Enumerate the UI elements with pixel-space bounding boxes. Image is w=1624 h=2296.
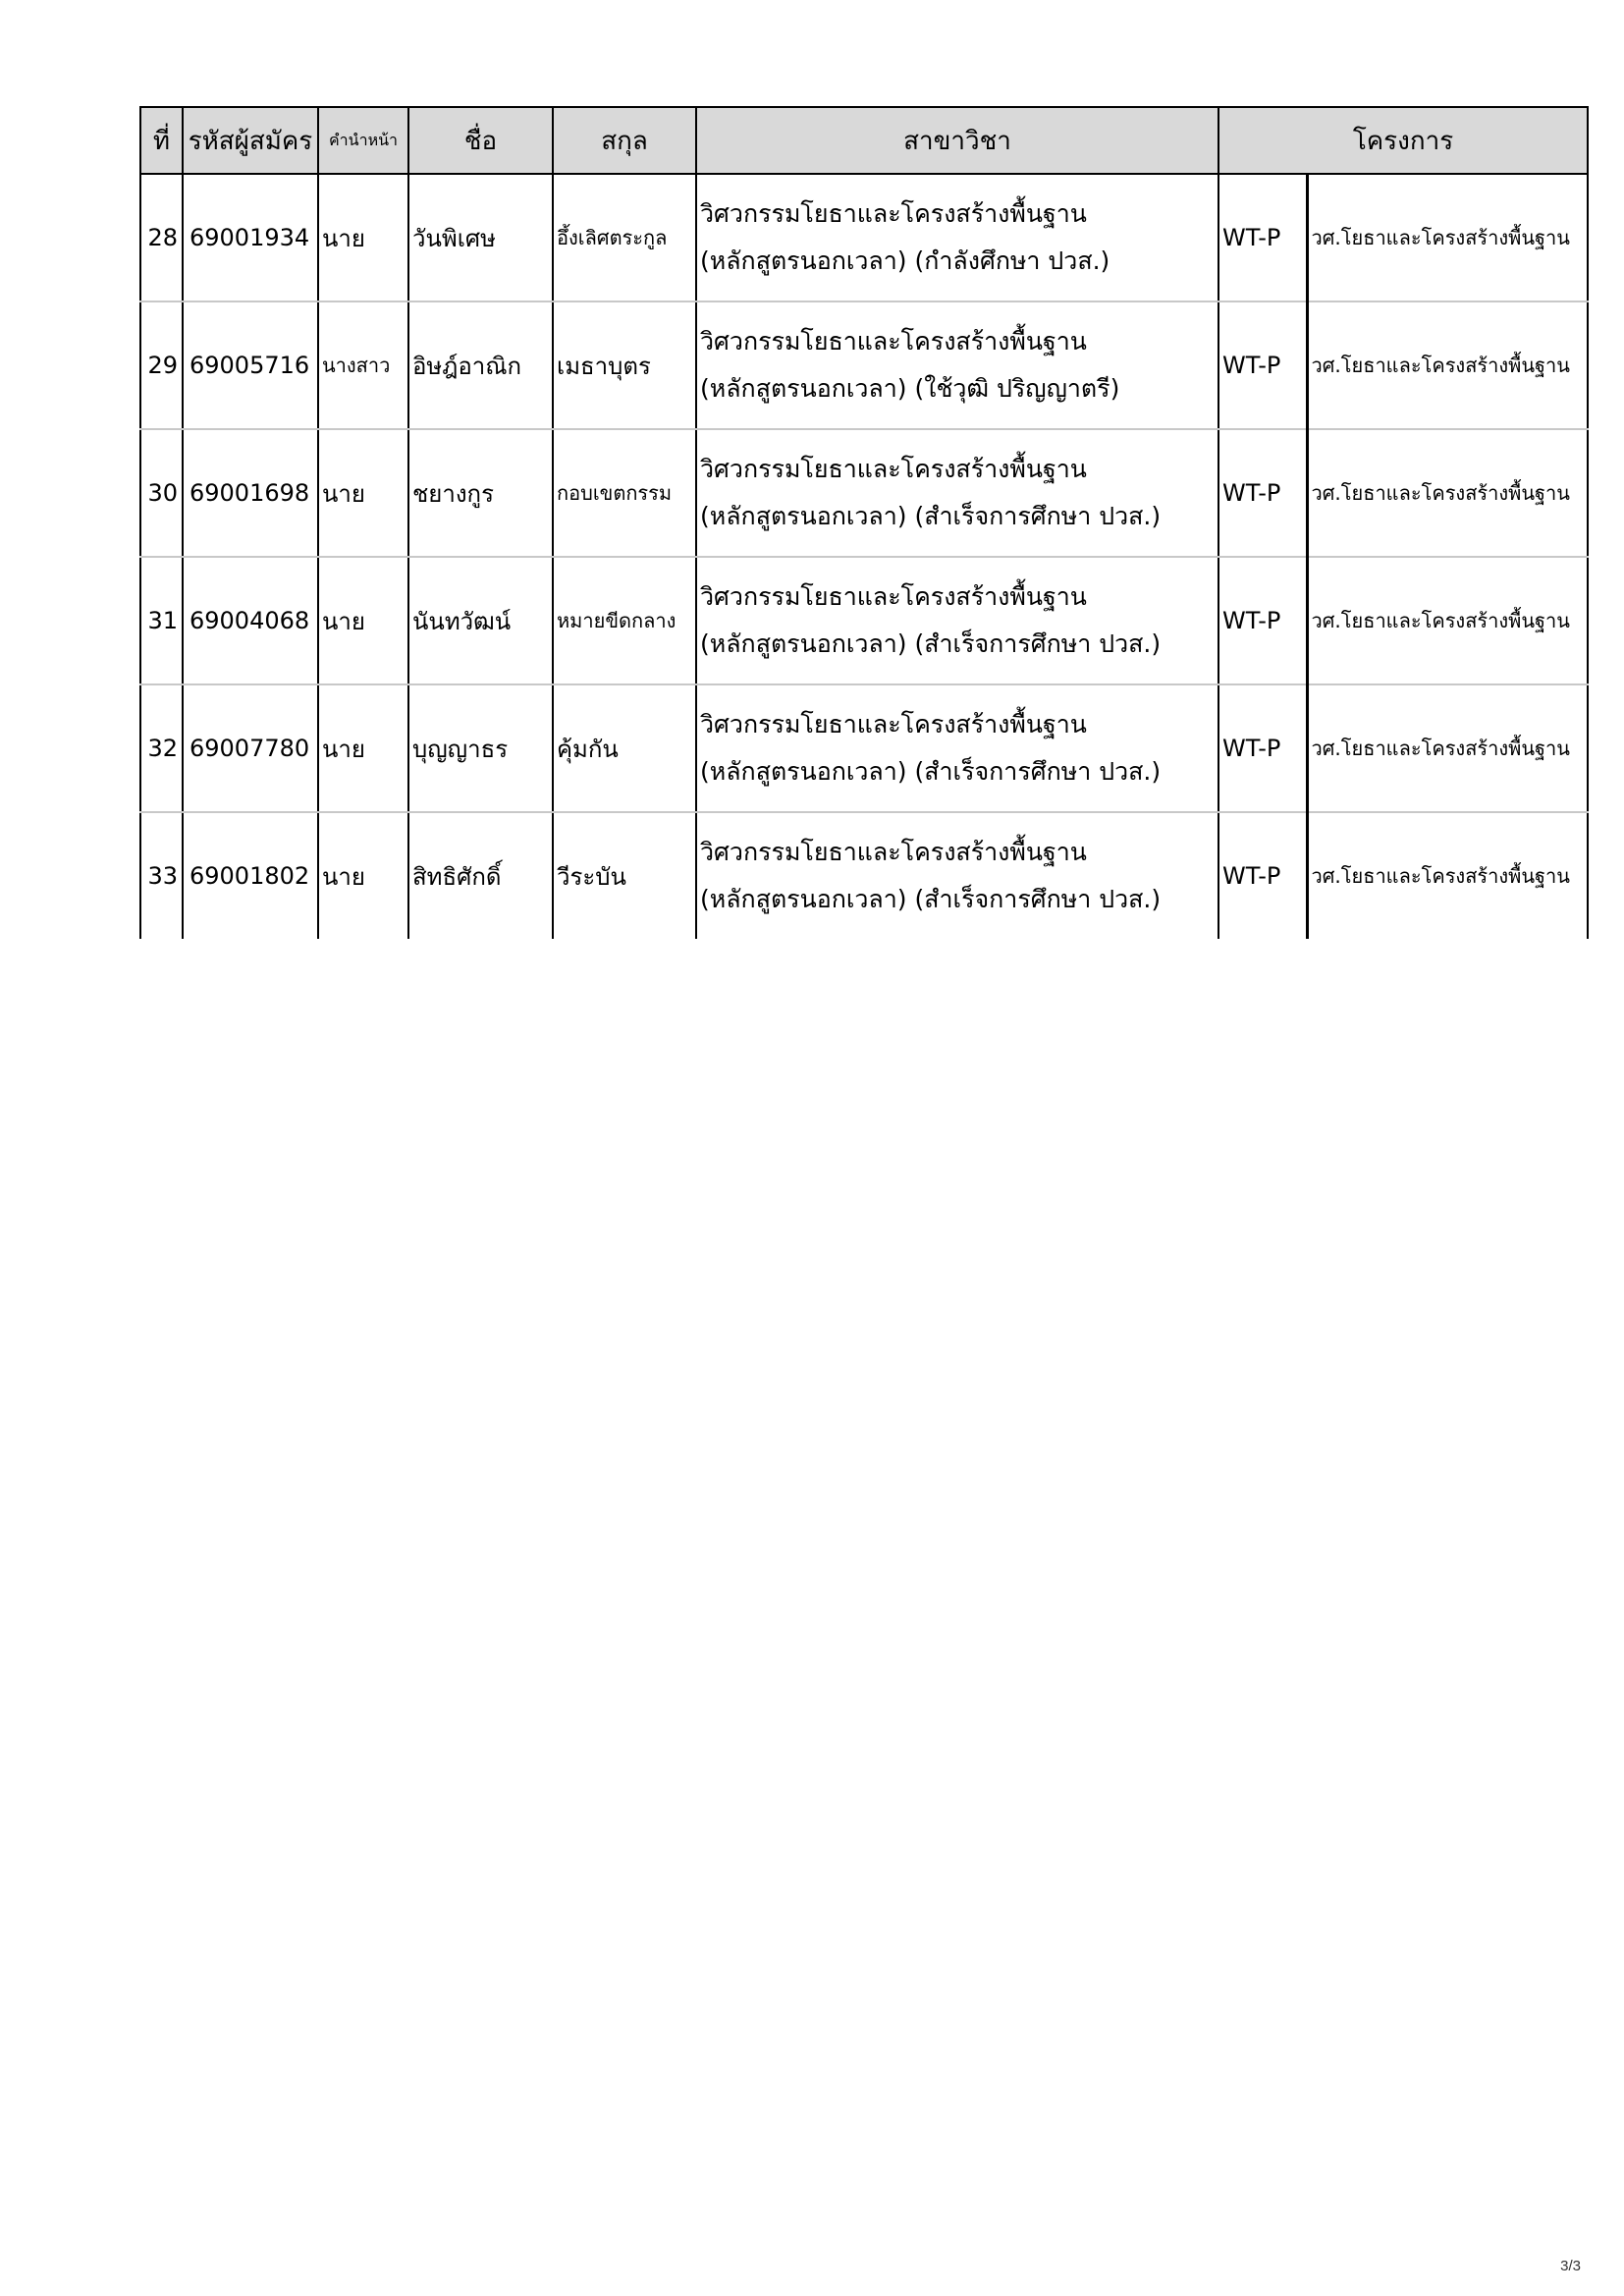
major-line-1: วิศวกรรมโยธาและโครงสร้างพื้นฐาน — [700, 710, 1087, 738]
applicant-id: 69004068 — [183, 557, 318, 684]
prefix: นางสาว — [318, 301, 408, 429]
prefix: นาย — [318, 174, 408, 301]
first-name: บุญญาธร — [408, 684, 553, 812]
major-line-1: วิศวกรรมโยธาและโครงสร้างพื้นฐาน — [700, 327, 1087, 355]
last-name: กอบเขตกรรม — [553, 429, 696, 557]
table-row — [140, 301, 1588, 429]
major — [696, 301, 1218, 429]
major-line-2: (หลักสูตรนอกเวลา) (ใช้วุฒิ ปริญญาตรี) — [700, 374, 1120, 403]
row-number: 30 — [140, 429, 183, 557]
major — [696, 429, 1218, 557]
col-header-applicant-id: รหัสผู้สมัคร — [183, 107, 318, 174]
col-header-first-name: ชื่อ — [408, 107, 553, 174]
last-name: หมายขีดกลาง — [553, 557, 696, 684]
major — [696, 812, 1218, 939]
major — [696, 684, 1218, 812]
project-code: WT-P — [1218, 301, 1307, 429]
last-name: วีระบัน — [553, 812, 696, 939]
major — [696, 174, 1218, 301]
first-name: นันทวัฒน์ — [408, 557, 553, 684]
col-header-major: สาขาวิชา — [696, 107, 1218, 174]
page-number: 3/3 — [1560, 2258, 1581, 2274]
header-row — [140, 107, 1588, 174]
row-number: 31 — [140, 557, 183, 684]
col-header-project: โครงการ — [1218, 107, 1588, 174]
table-row — [140, 812, 1588, 939]
major-line-2: (หลักสูตรนอกเวลา) (กำลังศึกษา ปวส.) — [700, 246, 1110, 275]
first-name: สิทธิศักดิ์ — [408, 812, 553, 939]
applicant-id: 69001934 — [183, 174, 318, 301]
project-code: WT-P — [1218, 557, 1307, 684]
col-header-last-name: สกุล — [553, 107, 696, 174]
project-name: วศ.โยธาและโครงสร้างพื้นฐาน — [1307, 429, 1588, 557]
major — [696, 557, 1218, 684]
major-line-2: (หลักสูตรนอกเวลา) (สำเร็จการศึกษา ปวส.) — [700, 885, 1162, 913]
applicant-id: 69007780 — [183, 684, 318, 812]
row-number: 33 — [140, 812, 183, 939]
table-row — [140, 557, 1588, 684]
first-name: ชยางกูร — [408, 429, 553, 557]
col-header-prefix: คำนำหน้า — [318, 107, 408, 174]
row-number: 29 — [140, 301, 183, 429]
last-name: อึ้งเลิศตระกูล — [553, 174, 696, 301]
table-row — [140, 684, 1588, 812]
row-number: 28 — [140, 174, 183, 301]
major-line-2: (หลักสูตรนอกเวลา) (สำเร็จการศึกษา ปวส.) — [700, 757, 1162, 786]
project-name: วศ.โยธาและโครงสร้างพื้นฐาน — [1307, 174, 1588, 301]
prefix: นาย — [318, 684, 408, 812]
major-line-1: วิศวกรรมโยธาและโครงสร้างพื้นฐาน — [700, 582, 1087, 611]
first-name: วันพิเศษ — [408, 174, 553, 301]
row-number: 32 — [140, 684, 183, 812]
prefix: นาย — [318, 429, 408, 557]
project-code: WT-P — [1218, 684, 1307, 812]
major-line-1: วิศวกรรมโยธาและโครงสร้างพื้นฐาน — [700, 199, 1087, 228]
major-line-2: (หลักสูตรนอกเวลา) (สำเร็จการศึกษา ปวส.) — [700, 502, 1162, 530]
table-row — [140, 429, 1588, 557]
applicant-id: 69001698 — [183, 429, 318, 557]
project-code: WT-P — [1218, 174, 1307, 301]
project-name: วศ.โยธาและโครงสร้างพื้นฐาน — [1307, 812, 1588, 939]
table-row — [140, 174, 1588, 301]
last-name: เมธาบุตร — [553, 301, 696, 429]
first-name: อิษฎ์อาณิก — [408, 301, 553, 429]
applicant-id: 69005716 — [183, 301, 318, 429]
applicant-id: 69001802 — [183, 812, 318, 939]
project-code: WT-P — [1218, 429, 1307, 557]
project-name: วศ.โยธาและโครงสร้างพื้นฐาน — [1307, 684, 1588, 812]
last-name: คุ้มกัน — [553, 684, 696, 812]
prefix: นาย — [318, 557, 408, 684]
col-header-no: ที่ — [140, 107, 183, 174]
prefix: นาย — [318, 812, 408, 939]
applicant-table — [139, 106, 1589, 939]
project-code: WT-P — [1218, 812, 1307, 939]
major-line-2: (หลักสูตรนอกเวลา) (สำเร็จการศึกษา ปวส.) — [700, 629, 1162, 658]
project-name: วศ.โยธาและโครงสร้างพื้นฐาน — [1307, 301, 1588, 429]
project-name: วศ.โยธาและโครงสร้างพื้นฐาน — [1307, 557, 1588, 684]
major-line-1: วิศวกรรมโยธาและโครงสร้างพื้นฐาน — [700, 838, 1087, 866]
major-line-1: วิศวกรรมโยธาและโครงสร้างพื้นฐาน — [700, 455, 1087, 483]
